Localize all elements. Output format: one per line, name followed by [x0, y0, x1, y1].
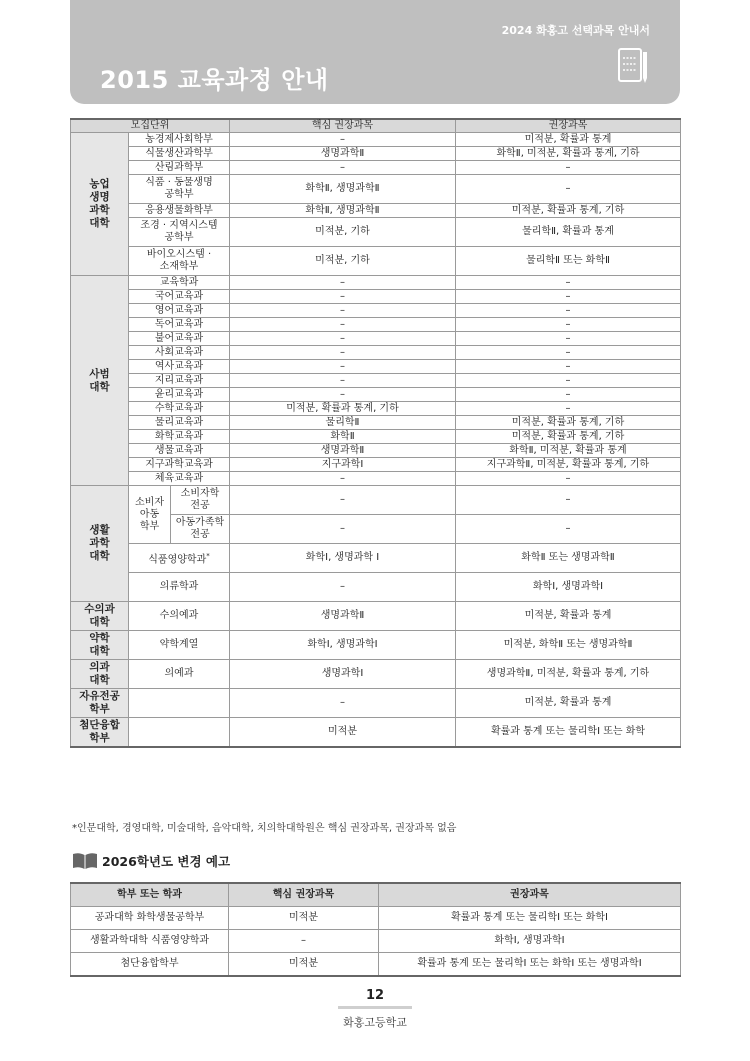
core-subjects: 생명과학Ⅱ [230, 602, 456, 631]
recommended-subjects: – [456, 486, 681, 515]
change-header-rec: 권장과목 [379, 883, 681, 907]
recommended-subjects: – [456, 276, 681, 290]
core-subjects: 미적분, 기하 [230, 247, 456, 276]
core-subjects: – [230, 346, 456, 360]
dept-name: 영어교육과 [129, 304, 230, 318]
change-cell: – [229, 930, 379, 953]
recommended-subjects: 미적분, 확률과 통계 [456, 602, 681, 631]
table-row [71, 332, 681, 346]
recommended-subjects: 지구과학Ⅱ, 미적분, 확률과 통계, 기하 [456, 458, 681, 472]
recommended-subjects: – [456, 360, 681, 374]
college-label: 약학 대학 [71, 631, 129, 660]
recommended-subjects: 미적분, 확률과 통계 [456, 689, 681, 718]
table-row [71, 486, 681, 515]
table-row [71, 953, 681, 977]
change-header-dept: 학부 또는 학과 [71, 883, 229, 907]
table-row [71, 631, 681, 660]
dept-name: 불어교육과 [129, 332, 230, 346]
recommended-subjects: – [456, 374, 681, 388]
core-subjects: 화학Ⅱ, 생명과학Ⅱ [230, 204, 456, 218]
table-row [71, 175, 681, 204]
recommended-subjects: 생명과학Ⅱ, 미적분, 확률과 통계, 기하 [456, 660, 681, 689]
recommended-subjects: – [456, 388, 681, 402]
table-row [71, 544, 681, 573]
core-subjects: – [230, 486, 456, 515]
table-row [71, 907, 681, 930]
dept-name: 사회교육과 [129, 346, 230, 360]
dept-name: 수학교육과 [129, 402, 230, 416]
recommended-subjects: – [456, 290, 681, 304]
school-name: 화홍고등학교 [343, 1016, 407, 1029]
dept-name: 식물생산과학부 [129, 147, 230, 161]
recommended-subjects: 미적분, 확률과 통계, 기하 [456, 204, 681, 218]
core-subjects: – [230, 133, 456, 147]
dept-name: 의류학과 [129, 573, 230, 602]
college-label: 농업 생명 과학 대학 [71, 133, 129, 276]
table-row [71, 718, 681, 748]
core-subjects: – [230, 689, 456, 718]
recommended-subjects: – [456, 304, 681, 318]
core-subjects: 화학Ⅱ [230, 430, 456, 444]
dept-name: 물리교육과 [129, 416, 230, 430]
table-row [71, 318, 681, 332]
book-icon [72, 852, 98, 870]
recommended-subjects: – [456, 515, 681, 544]
recommended-subjects: 미적분, 확률과 통계, 기하 [456, 416, 681, 430]
core-subjects: 생명과학Ⅰ [230, 660, 456, 689]
dept-name: 조경 · 지역시스템 공학부 [129, 218, 230, 247]
core-subjects: – [230, 304, 456, 318]
dept-name: 생물교육과 [129, 444, 230, 458]
recommended-subjects: 화학Ⅱ 또는 생명과학Ⅱ [456, 544, 681, 573]
change-cell: 생활과학대학 식품영양학과 [71, 930, 229, 953]
dept-name: 역사교육과 [129, 360, 230, 374]
dept-name [129, 718, 230, 748]
core-subjects: 생명과학Ⅱ [230, 444, 456, 458]
recommended-subjects: – [456, 161, 681, 175]
table-row [71, 660, 681, 689]
college-label: 의과 대학 [71, 660, 129, 689]
col-header-unit: 모집단위 [71, 119, 230, 133]
table-row [71, 472, 681, 486]
dept-name: 바이오시스템 · 소재학부 [129, 247, 230, 276]
dept-name [129, 544, 230, 573]
dept-name: 응용생물화학부 [129, 204, 230, 218]
recommended-subjects: 미적분, 확률과 통계, 기하 [456, 430, 681, 444]
dept-name: 지리교육과 [129, 374, 230, 388]
section-heading [72, 852, 230, 870]
core-subjects: – [230, 360, 456, 374]
college-label: 자유전공 학부 [71, 689, 129, 718]
core-subjects: – [230, 161, 456, 175]
table-row [71, 290, 681, 304]
major-name: 소비자학 전공 [171, 486, 230, 515]
col-header-rec: 권장과목 [456, 119, 681, 133]
core-subjects: 화학Ⅱ, 생명과학Ⅱ [230, 175, 456, 204]
dept-name: 농경제사회학부 [129, 133, 230, 147]
notebook-icon [616, 46, 650, 86]
table-row [71, 360, 681, 374]
table-row [71, 247, 681, 276]
core-subjects: 물리학Ⅱ [230, 416, 456, 430]
table-row [71, 374, 681, 388]
college-label: 수의과 대학 [71, 602, 129, 631]
header-subtitle: 2024 화홍고 선택과목 안내서 [501, 24, 650, 37]
core-subjects: 화학Ⅰ, 생명과학Ⅰ [230, 631, 456, 660]
recommended-subjects: – [456, 472, 681, 486]
recommended-subjects: – [456, 346, 681, 360]
recommended-subjects: 화학Ⅱ, 미적분, 확률과 통계, 기하 [456, 147, 681, 161]
change-cell: 미적분 [229, 953, 379, 977]
table-row [71, 444, 681, 458]
table-row [71, 458, 681, 472]
table-row [71, 218, 681, 247]
table-row [71, 430, 681, 444]
recommended-subjects: 확률과 통계 또는 물리학Ⅰ 또는 화학 [456, 718, 681, 748]
change-cell: 화학Ⅰ, 생명과학Ⅰ [379, 930, 681, 953]
dept-name: 식품 · 동물생명 공학부 [129, 175, 230, 204]
change-header-core: 핵심 권장과목 [229, 883, 379, 907]
core-subjects: 미적분, 기하 [230, 218, 456, 247]
recommended-subjects: 화학Ⅰ, 생명과학Ⅰ [456, 573, 681, 602]
curriculum-table [70, 118, 681, 748]
footnote-mark: * [206, 551, 210, 560]
table-row [71, 161, 681, 175]
page-number: 12 [365, 988, 385, 1003]
dept-name: 수의예과 [129, 602, 230, 631]
dept-name: 윤리교육과 [129, 388, 230, 402]
table-row [71, 204, 681, 218]
footnote: *인문대학, 경영대학, 미술대학, 음악대학, 치의학대학원은 핵심 권장과목, 권장과목 없음 [72, 823, 457, 834]
core-subjects: – [230, 374, 456, 388]
core-subjects: – [230, 515, 456, 544]
recommended-subjects: – [456, 332, 681, 346]
dept-name [129, 689, 230, 718]
dept-name: 소비자 아동 학부 [129, 486, 171, 544]
table-row [71, 416, 681, 430]
table-row [71, 304, 681, 318]
core-subjects: – [230, 388, 456, 402]
college-label: 생활 과학 대학 [71, 486, 129, 602]
change-cell: 공과대학 화학생물공학부 [71, 907, 229, 930]
dept-name: 체육교육과 [129, 472, 230, 486]
table-row [71, 147, 681, 161]
change-cell: 미적분 [229, 907, 379, 930]
dept-name: 독어교육과 [129, 318, 230, 332]
page-title: 2015 교육과정 안내 [100, 66, 329, 94]
table-row [71, 930, 681, 953]
recommended-subjects: – [456, 175, 681, 204]
core-subjects: – [230, 290, 456, 304]
major-name: 아동가족학 전공 [171, 515, 230, 544]
recommended-subjects: – [456, 318, 681, 332]
core-subjects: – [230, 318, 456, 332]
header-band [70, 0, 680, 104]
table-row [71, 402, 681, 416]
core-subjects: – [230, 276, 456, 290]
dept-name: 교육학과 [129, 276, 230, 290]
core-subjects: – [230, 573, 456, 602]
section-title: 2026학년도 변경 예고 [102, 854, 231, 869]
dept-label: 식품영양학과 [148, 554, 207, 566]
core-subjects: 미적분, 확률과 통계, 기하 [230, 402, 456, 416]
recommended-subjects: 화학Ⅱ, 미적분, 확률과 통계 [456, 444, 681, 458]
table-row [71, 388, 681, 402]
core-subjects: 화학Ⅰ, 생명과학 Ⅰ [230, 544, 456, 573]
dept-name: 약학계열 [129, 631, 230, 660]
table-row [71, 573, 681, 602]
core-subjects: – [230, 332, 456, 346]
core-subjects: 생명과학Ⅱ [230, 147, 456, 161]
table-row [71, 346, 681, 360]
dept-name: 산림과학부 [129, 161, 230, 175]
change-cell: 확률과 통계 또는 물리학Ⅰ 또는 화학Ⅰ 또는 생명과학Ⅰ [379, 953, 681, 977]
recommended-subjects: 미적분, 화학Ⅱ 또는 생명과학Ⅱ [456, 631, 681, 660]
recommended-subjects: – [456, 402, 681, 416]
core-subjects: 미적분 [230, 718, 456, 748]
dept-name: 지구과학교육과 [129, 458, 230, 472]
dept-name: 국어교육과 [129, 290, 230, 304]
change-cell: 확률과 통계 또는 물리학Ⅰ 또는 화학Ⅰ [379, 907, 681, 930]
college-label: 사범 대학 [71, 276, 129, 486]
core-subjects: – [230, 472, 456, 486]
table-row [71, 689, 681, 718]
col-header-core: 핵심 권장과목 [230, 119, 456, 133]
change-table [70, 882, 681, 977]
dept-name: 화학교육과 [129, 430, 230, 444]
dept-name: 의예과 [129, 660, 230, 689]
recommended-subjects: 미적분, 확률과 통계 [456, 133, 681, 147]
page-divider [338, 1006, 412, 1009]
table-row [71, 602, 681, 631]
recommended-subjects: 물리학Ⅱ, 확률과 통계 [456, 218, 681, 247]
table-row [71, 276, 681, 290]
recommended-subjects: 물리학Ⅱ 또는 화학Ⅱ [456, 247, 681, 276]
change-cell: 첨단융합학부 [71, 953, 229, 977]
core-subjects: 지구과학Ⅰ [230, 458, 456, 472]
college-label: 첨단융합 학부 [71, 718, 129, 748]
table-row [71, 133, 681, 147]
